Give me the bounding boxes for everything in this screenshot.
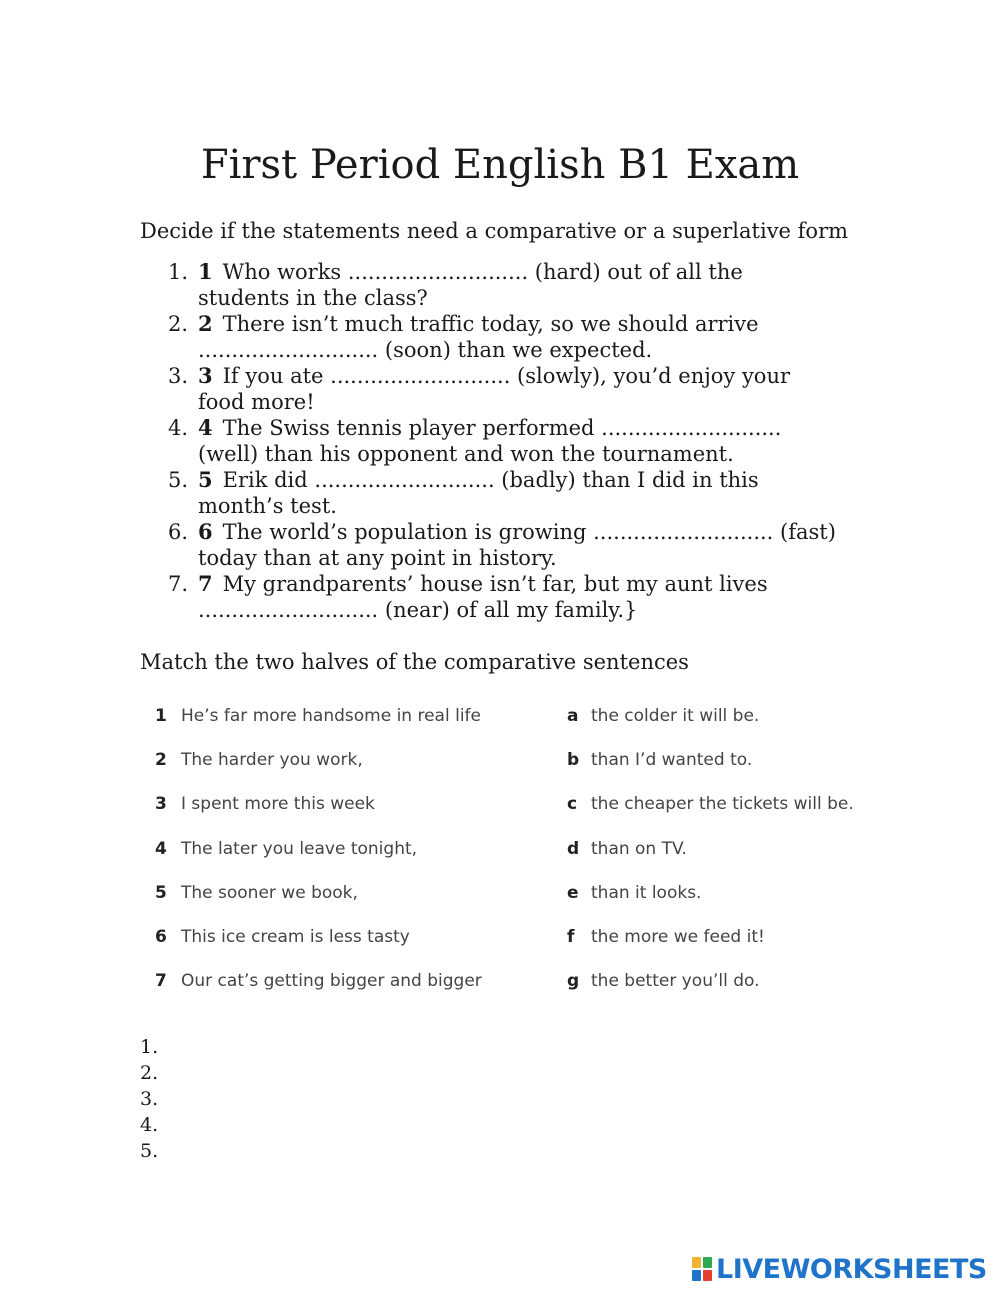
question-item: 1. 1 Who works ........................... (hard) out of all the students in the class? — [168, 259, 743, 310]
logo-mark-icon — [692, 1257, 712, 1281]
match-row: 6 This ice cream is less tasty f the more we feed it! — [155, 926, 765, 947]
question-text: My grandparents’ house isn’t far, but my aunt lives ........................... (near) of all my family.} — [198, 572, 768, 622]
match-row: 2 The harder you work, b than I’d wanted to. — [155, 750, 753, 771]
match-row: 7 Our cat’s getting bigger and bigger g the better you’ll do. — [155, 971, 760, 992]
answer-line[interactable]: 4. — [140, 1114, 159, 1136]
match-row: 3 I spent more this week c the cheaper the tickets will be. — [155, 794, 854, 815]
question-list — [140, 259, 840, 623]
question-text: The world’s population is growing ........................... (fast) today than at any point in history. — [198, 520, 836, 570]
question-text: If you ate ........................... (slowly), you’d enjoy your food more! — [198, 364, 791, 414]
match-table — [155, 706, 875, 1015]
answer-line[interactable]: 5. — [140, 1140, 159, 1162]
logo-text: LIVEWORKSHEETS — [716, 1253, 987, 1285]
match-row: 1 He’s far more handsome in real life a the colder it will be. — [155, 706, 760, 726]
question-item: 7. 7 My grandparents’ house isn’t far, but my aunt lives ........................... (near) of all my family.} — [168, 571, 768, 622]
answer-line[interactable]: 1. — [140, 1036, 159, 1058]
page-title: First Period English B1 Exam — [200, 141, 800, 188]
question-item: 2. 2 There isn’t much traffic today, so we should arrive ........................... (soon) than we expected. — [168, 311, 759, 362]
section2-heading: Match the two halves of the comparative sentences — [140, 650, 689, 674]
question-text: Who works ........................... (hard) out of all the students in the class? — [198, 260, 743, 310]
question-text: The Swiss tennis player performed ........................... (well) than his opponent and won the tournament. — [198, 416, 782, 466]
question-text: There isn’t much traffic today, so we should arrive ........................... (soon) than we expected. — [198, 312, 759, 362]
question-text: Erik did ........................... (badly) than I did in this month’s test. — [198, 468, 759, 518]
match-row: 4 The later you leave tonight, d than on TV. — [155, 838, 687, 859]
section1-heading: Decide if the statements need a comparative or a superlative form — [140, 219, 849, 243]
answer-line[interactable]: 2. — [140, 1062, 159, 1084]
answer-line[interactable]: 3. — [140, 1088, 159, 1110]
liveworksheets-logo — [692, 1254, 987, 1284]
question-item: 4. 4 The Swiss tennis player performed ........................... (well) than his opponent and won the tournament. — [168, 415, 782, 466]
match-row: 5 The sooner we book, e than it looks. — [155, 882, 702, 903]
question-item: 6. 6 The world’s population is growing ........................... (fast) today than at any point in history. — [168, 519, 836, 570]
question-item: 3. 3 If you ate ........................... (slowly), you’d enjoy your food more! — [168, 363, 791, 414]
question-item: 5. 5 Erik did ........................... (badly) than I did in this month’s test. — [168, 467, 759, 518]
answer-list — [140, 1034, 158, 1164]
